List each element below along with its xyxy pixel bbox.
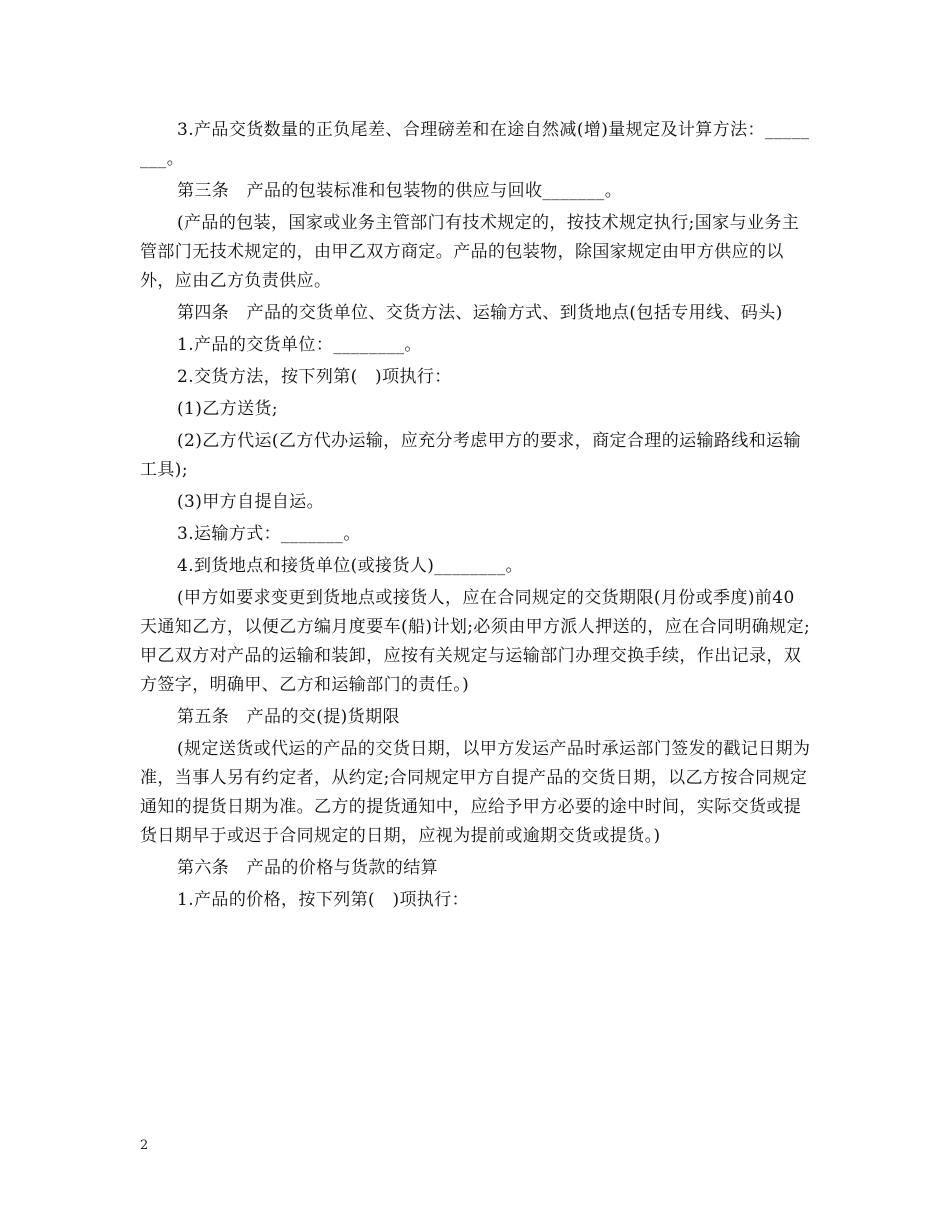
article-5-heading: 第五条 产品的交(提)货期限 <box>177 707 400 727</box>
paragraph-arrival-location: 4.到货地点和接货单位(或接货人)________。 <box>177 556 523 576</box>
paragraph-packaging-note: (产品的包装，国家或业务主管部门有技术规定的，按技术规定执行;国家与业务主管部门无技术规定的，由甲乙双方商定。产品的包装物，除国家规定由甲方供应的以外，应由乙方负责供应。 <box>140 213 800 291</box>
option-buyer-pickup: (3)甲方自提自运。 <box>177 492 325 512</box>
paragraph-quantity-tolerance: 3.产品交货数量的正负尾差、合理磅差和在途自然减(增)量规定及计算方法：________。 <box>140 120 810 169</box>
paragraph-delivery-date-rule: (规定送货或代运的产品的交货日期，以甲方发运产品时承运部门签发的戳记日期为准，当事人另有约定者，从约定;合同规定甲方自提产品的交货日期，以乙方按合同规定通知的提货日期为准。乙方的提货通知中，应给予甲方必要的途中时间，实际交货或提货日期早于或迟于合同规定的日期，应视为提前或逾期交货或提货。) <box>140 739 811 846</box>
article-6-heading: 第六条 产品的价格与货款的结算 <box>177 858 438 878</box>
option-seller-shipping: (2)乙方代运(乙方代办运输，应充分考虑甲方的要求，商定合理的运输路线和运输工具); <box>140 431 801 480</box>
page-number: 2 <box>140 1138 149 1153</box>
option-seller-delivery: (1)乙方送货; <box>177 399 279 419</box>
article-4-heading: 第四条 产品的交货单位、交货方法、运输方式、到货地点(包括专用线、码头) <box>177 303 783 323</box>
paragraph-price-option: 1.产品的价格，按下列第( )项执行： <box>177 890 470 910</box>
paragraph-delivery-method: 2.交货方法，按下列第( )项执行： <box>177 367 452 387</box>
article-3-heading: 第三条 产品的包装标准和包装物的供应与回收_______。 <box>177 181 623 201</box>
paragraph-transport-mode: 3.运输方式：_______。 <box>177 524 361 544</box>
paragraph-delivery-unit: 1.产品的交货单位：________。 <box>177 335 422 355</box>
paragraph-change-notice: (甲方如要求变更到货地点或接货人，应在合同规定的交货期限(月份或季度)前40天通知乙方，以便乙方编月度要车(船)计划;必须由甲方派人押送的，应在合同明确规定;甲乙双方对产品的运输和装卸，应按有关规定与运输部门办理交换手续，作出记录，双方签字，明确甲、乙方和运输部门的责任。) <box>140 588 811 695</box>
document-body <box>140 116 812 918</box>
